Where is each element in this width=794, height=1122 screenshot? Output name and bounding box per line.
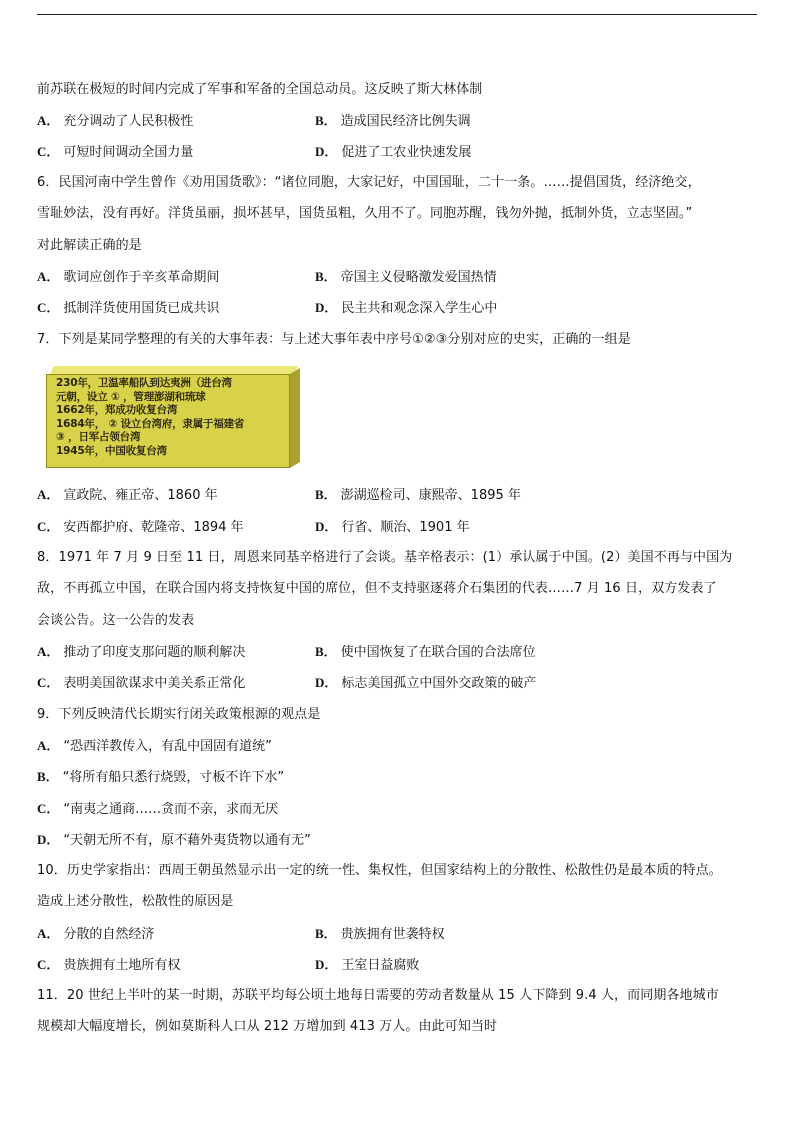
q6-option-a[interactable] xyxy=(37,268,219,287)
option-label: A． xyxy=(37,113,60,128)
option-text: “恐西洋教传入，有乱中国固有道统” xyxy=(63,739,272,754)
q9-option-b[interactable] xyxy=(37,768,757,787)
q9-option-a[interactable] xyxy=(37,737,757,756)
option-text: 表明美国欲谋求中美关系正常化 xyxy=(63,676,246,691)
timeline-entry: 1662年，郑成功收复台湾 xyxy=(56,404,178,416)
q8-option-b[interactable] xyxy=(315,643,536,662)
option-text: 贵族拥有世袭特权 xyxy=(340,927,445,942)
q10-option-b[interactable] xyxy=(315,925,445,944)
q10-option-d[interactable] xyxy=(315,956,419,975)
option-label: D． xyxy=(315,957,338,972)
q8-option-d[interactable] xyxy=(315,674,536,693)
q8-stem-line-1: 8．1971 年 7 月 9 日至 11 日，周恩来同基辛格进行了会谈。基辛格表示：(1）承认属于中国。(2）美国不再与中国为 xyxy=(37,550,733,565)
option-text: 充分调动了人民积极性 xyxy=(63,114,194,129)
option-label: D． xyxy=(315,519,338,534)
option-label: C． xyxy=(37,675,60,690)
option-label: A． xyxy=(37,269,60,284)
q5-option-a[interactable] xyxy=(37,112,193,131)
timeline-text xyxy=(56,377,244,458)
option-text: 分散的自然经济 xyxy=(63,927,155,942)
timeline-entry: ③ ，日军占领台湾 xyxy=(56,431,141,443)
option-label: D． xyxy=(37,832,60,847)
option-text: 造成国民经济比例失调 xyxy=(340,114,471,129)
q9-option-d[interactable] xyxy=(37,831,757,850)
option-label: D． xyxy=(315,144,338,159)
option-text: 标志美国孤立中国外交政策的破产 xyxy=(341,676,537,691)
q8-stem-line-2: 敌，不再孤立中国，在联合国内将支持恢复中国的席位，但不支持驱逐蒋介石集团的代表……7 月 16 日，双方发表了 xyxy=(37,581,717,596)
option-label: B． xyxy=(315,644,337,659)
q10-stem-line-1: 10．历史学家指出：西周王朝虽然显示出一定的统一性、集权性，但国家结构上的分散性、松散性仍是最本质的特点。 xyxy=(37,863,722,878)
option-text: 抵制洋货使用国货已成共识 xyxy=(63,301,220,316)
option-label: B． xyxy=(37,769,59,784)
option-label: A． xyxy=(37,926,60,941)
q6-option-c[interactable] xyxy=(37,299,219,318)
option-text: 推动了印度支那问题的顺利解决 xyxy=(63,645,246,660)
q8-option-c[interactable] xyxy=(37,674,245,693)
timeline-entry: 元朝，设立 ① ，管理澎湖和琉球 xyxy=(56,390,206,403)
q5-option-b[interactable] xyxy=(315,112,471,131)
header-rule xyxy=(37,14,757,15)
option-text: “将所有船只悉行烧毁，寸板不许下水” xyxy=(62,770,285,785)
option-label: B． xyxy=(315,269,337,284)
q9-option-c[interactable] xyxy=(37,800,757,819)
q11-stem-line-2: 规模却大幅度增长，例如莫斯科人口从 212 万增加到 413 万人。由此可知当时 xyxy=(37,1019,498,1034)
timeline-entry: 1684年， ② 设立台湾府，隶属于福建省 xyxy=(56,417,245,430)
option-label: D． xyxy=(315,300,338,315)
option-text: 行省、顺治、1901 年 xyxy=(341,520,470,535)
option-text: 宣政院、雍正帝、1860 年 xyxy=(63,488,218,503)
timeline-box-side-face xyxy=(290,368,300,468)
q6-stem-line-1: 6．民国河南中学生曾作《劝用国货歌》：“诸位同胞，大家记好，中国国耻，二十一条。……提倡国货，经济绝交， xyxy=(37,175,701,190)
option-label: C． xyxy=(37,300,60,315)
q7-option-d[interactable] xyxy=(315,518,470,537)
q7-option-a[interactable] xyxy=(37,486,218,505)
q8-option-a[interactable] xyxy=(37,643,245,662)
timeline-entry: 230年，卫温率船队到达夷洲（进台湾 xyxy=(56,377,232,389)
option-label: D． xyxy=(315,675,338,690)
option-label: C． xyxy=(37,519,60,534)
timeline-box-top-face xyxy=(50,366,298,374)
q7-stem: 7．下列是某同学整理的有关的大事年表：与上述大事年表中序号①②③分别对应的史实，正确的一组是 xyxy=(37,332,631,347)
timeline-box xyxy=(46,366,300,470)
q10-option-a[interactable] xyxy=(37,925,154,944)
q10-stem-line-2: 造成上述分散性，松散性的原因是 xyxy=(37,894,234,909)
q5-stem-tail: 前苏联在极短的时间内完成了军事和军备的全国总动员。这反映了斯大林体制 xyxy=(37,82,483,97)
q6-option-b[interactable] xyxy=(315,268,497,287)
option-label: C． xyxy=(37,957,60,972)
q7-option-c[interactable] xyxy=(37,518,244,537)
timeline-entry: 1945年，中国收复台湾 xyxy=(56,444,167,457)
option-text: 使中国恢复了在联合国的合法席位 xyxy=(340,645,536,660)
option-text: 可短时间调动全国力量 xyxy=(63,145,194,160)
option-label: B． xyxy=(315,926,337,941)
option-text: 贵族拥有土地所有权 xyxy=(63,958,181,973)
option-label: C． xyxy=(37,801,60,816)
option-text: 歌词应创作于辛亥革命期间 xyxy=(63,270,220,285)
option-label: A． xyxy=(37,644,60,659)
q6-stem-line-3: 对此解读正确的是 xyxy=(37,238,142,253)
option-label: B． xyxy=(315,113,337,128)
option-text: 帝国主义侵略激发爱国热情 xyxy=(340,270,497,285)
q8-stem-line-3: 会谈公告。这一公告的发表 xyxy=(37,613,195,628)
option-text: 王室日益腐败 xyxy=(341,958,420,973)
option-text: 民主共和观念深入学生心中 xyxy=(341,301,498,316)
q6-stem-line-2: 雪耻妙法，没有再好。洋货虽丽，损坏甚早，国货虽粗，久用不了。同胞苏醒，钱勿外抛，抵制外货，立志坚固。” xyxy=(37,206,693,221)
option-text: “天朝无所不有，原不藉外夷货物以通有无” xyxy=(63,833,311,848)
q11-stem-line-1: 11．20 世纪上半叶的某一时期，苏联平均每公顷土地每日需要的劳动者数量从 15 人下降到 9.4 人，而同期各地城市 xyxy=(37,988,719,1003)
option-label: A． xyxy=(37,738,60,753)
option-label: C． xyxy=(37,144,60,159)
q10-option-c[interactable] xyxy=(37,956,180,975)
q9-stem: 9．下列反映清代长期实行闭关政策根源的观点是 xyxy=(37,707,321,722)
q5-option-c[interactable] xyxy=(37,143,193,162)
q6-option-d[interactable] xyxy=(315,299,497,318)
option-text: “南夷之通商……贪而不亲，求而无厌 xyxy=(63,802,279,817)
q5-option-d[interactable] xyxy=(315,143,471,162)
option-text: 促进了工农业快速发展 xyxy=(341,145,472,160)
q7-option-b[interactable] xyxy=(315,486,521,505)
option-text: 安西都护府、乾隆帝、1894 年 xyxy=(63,520,244,535)
option-label: B． xyxy=(315,487,337,502)
option-label: A． xyxy=(37,487,60,502)
option-text: 澎湖巡检司、康熙帝、1895 年 xyxy=(340,488,521,503)
